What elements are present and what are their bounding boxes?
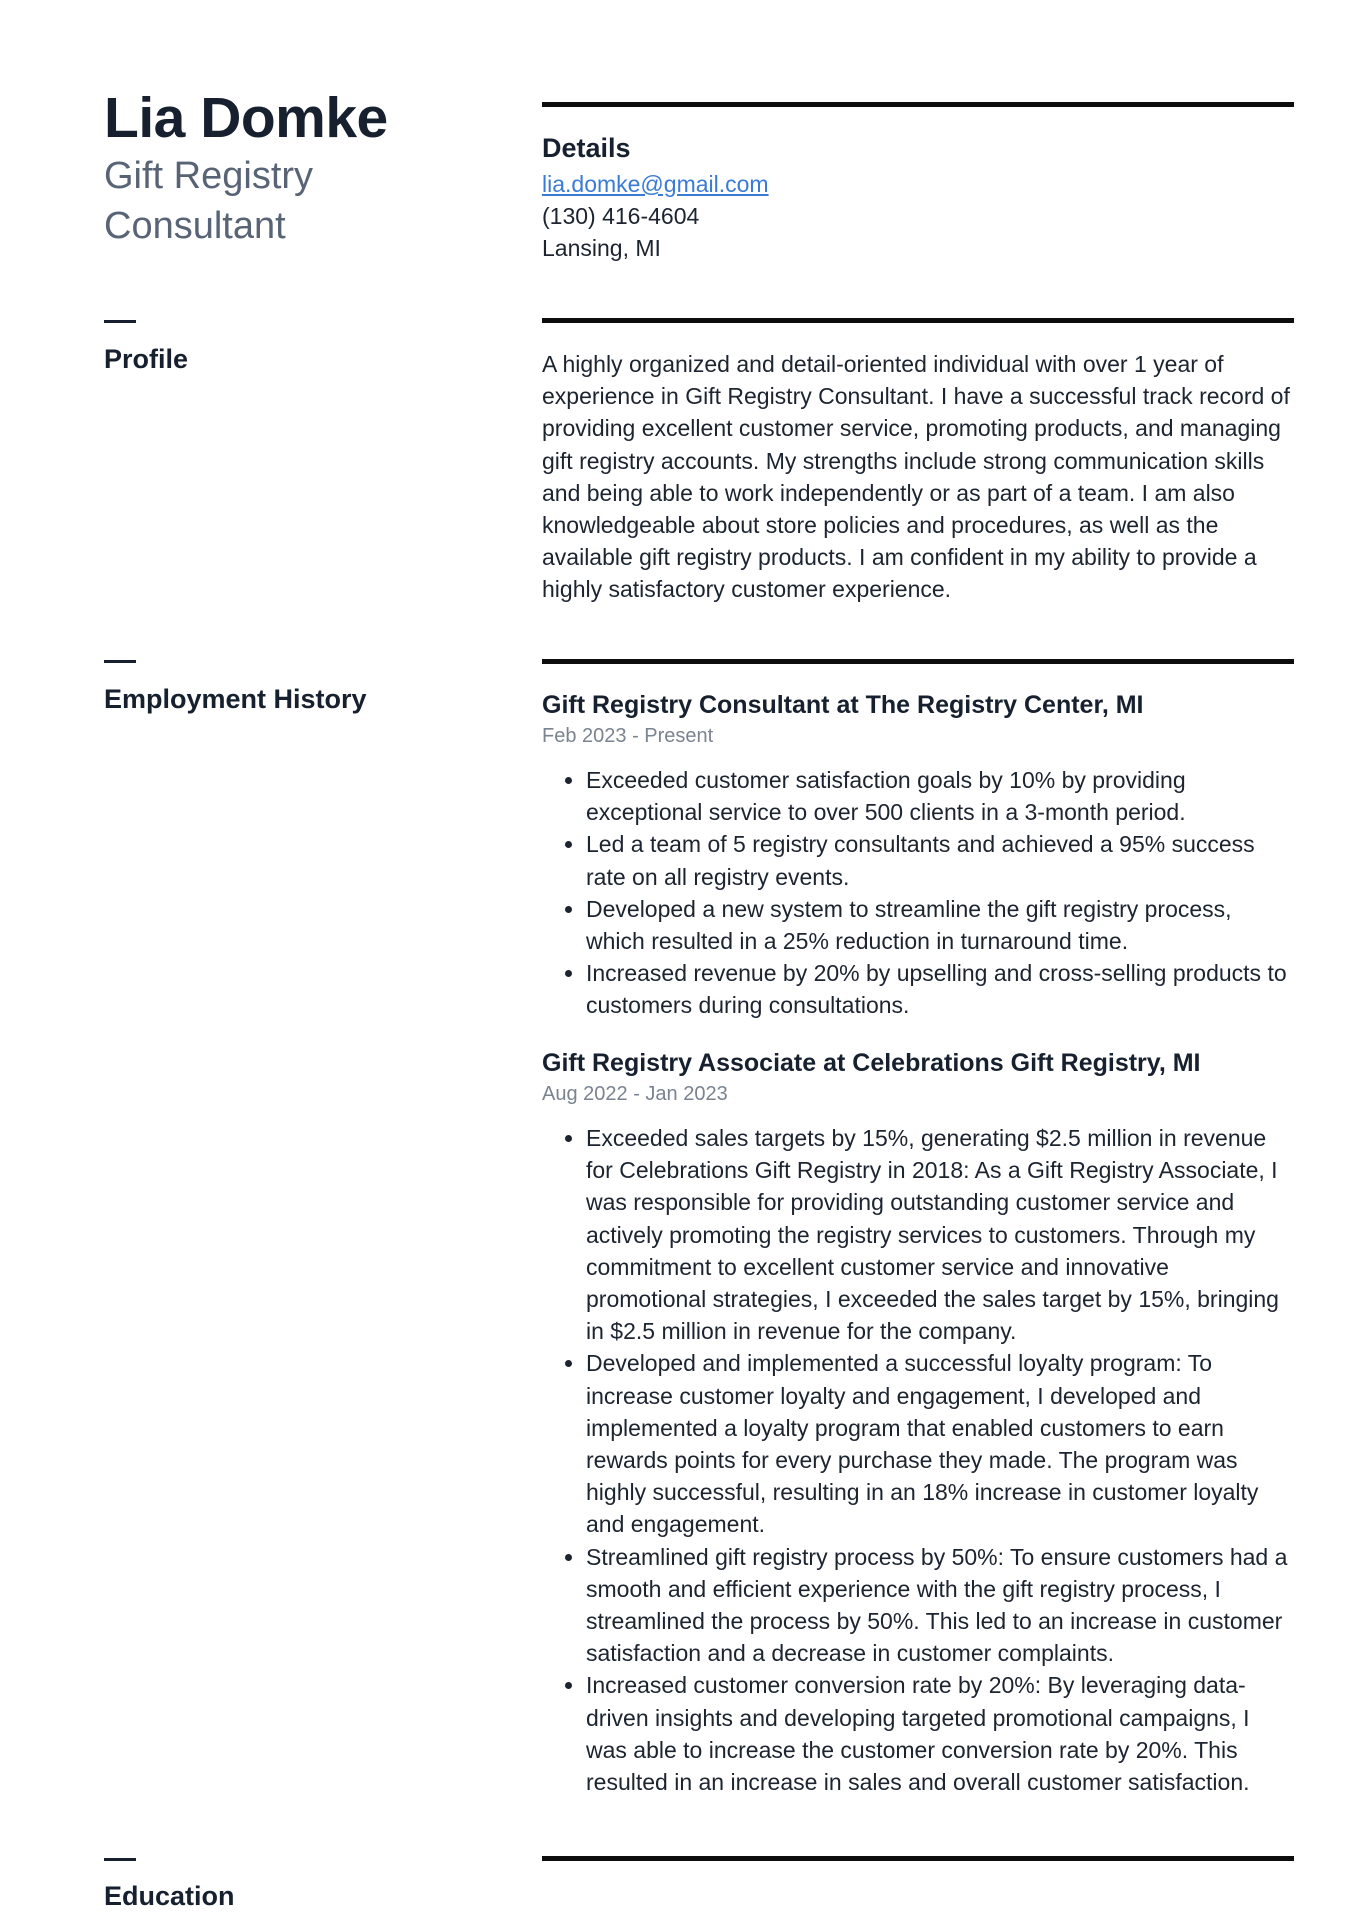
profile-summary: A highly organized and detail-oriented individual with over 1 year of experience in Gift Registry Consultant. I have a successful track record of providing excellent customer service, promoting products, and managing gift registry accounts. My strengths include strong communication skills and being able to work independently or as part of a team. I am also knowledgeable about store policies and procedures, as well as the available gift registry products. I am confident in my ability to provide a highly satisfactory customer experience. [542, 351, 1290, 603]
job-bullets [542, 1122, 1294, 1798]
location: Lansing, MI [542, 235, 661, 261]
email-link[interactable]: lia.domke@gmail.com [542, 171, 769, 197]
employment-dash [104, 660, 136, 663]
education-divider [542, 1856, 1294, 1861]
details-heading: Details [542, 133, 631, 163]
profile-dash [104, 320, 136, 323]
bullet-item: • Increased customer conversion rate by 20%: By leveraging data-driven insights and developing targeted promotional campaigns, I was able to increase the customer conversion rate by 20%. This resulted in an increase in sales and overall customer satisfaction. [586, 1669, 1294, 1798]
bullet-item: • Exceeded customer satisfaction goals by 10% by providing exceptional service to over 500 clients in a 3-month period. [586, 764, 1294, 828]
job-bullets [542, 764, 1294, 1022]
profile-heading: Profile [104, 344, 189, 374]
bullet-item: • Increased revenue by 20% by upselling and cross-selling products to customers during consultations. [586, 957, 1294, 1021]
bullet-item: • Developed and implemented a successful loyalty program: To increase customer loyalty and engagement, I developed and implemented a loyalty program that enabled customers to earn rewards points for every purchase they made. The program was highly successful, resulting in an 18% increase in customer loyalty and engagement. [586, 1347, 1294, 1540]
bullet-item: • Exceeded sales targets by 15%, generating $2.5 million in revenue for Celebrations Gift Registry in 2018: As a Gift Registry Associate, I was responsible for providing outstanding customer service and actively promoting the registry services to customers. Through my commitment to excellent customer service and innovative promotional strategies, I exceeded the sales target by 15%, bringing in $2.5 million in revenue for the company. [586, 1122, 1294, 1347]
details-divider [542, 102, 1294, 107]
bullet-item: • Developed a new system to streamline the gift registry process, which resulted in a 25% reduction in turnaround time. [586, 893, 1294, 957]
job-title: Gift Registry Associate at Celebrations Gift Registry, MI [542, 1049, 1201, 1077]
education-dash [104, 1858, 136, 1861]
details-list [542, 168, 769, 264]
bullet-item: • Led a team of 5 registry consultants and achieved a 95% success rate on all registry events. [586, 828, 1294, 892]
bullet-item: • Streamlined gift registry process by 50%: To ensure customers had a smooth and efficient experience with the gift registry process, I streamlined the process by 50%. This led to an increase in customer satisfaction and a decrease in customer complaints. [586, 1541, 1294, 1670]
employment-divider [542, 659, 1294, 664]
job-entry [542, 1046, 1294, 1798]
job-dates: Aug 2022 - Jan 2023 [542, 1083, 728, 1105]
job-title: Gift Registry Consultant at The Registry Center, MI [542, 691, 1144, 719]
profile-divider [542, 318, 1294, 323]
job-dates: Feb 2023 - Present [542, 725, 714, 747]
candidate-title: Gift Registry Consultant [104, 155, 314, 247]
candidate-name: Lia Domke [104, 86, 388, 150]
job-entry [542, 688, 1294, 1022]
education-heading: Education [104, 1881, 235, 1911]
employment-heading: Employment History [104, 684, 367, 714]
phone-number: (130) 416-4604 [542, 203, 700, 229]
